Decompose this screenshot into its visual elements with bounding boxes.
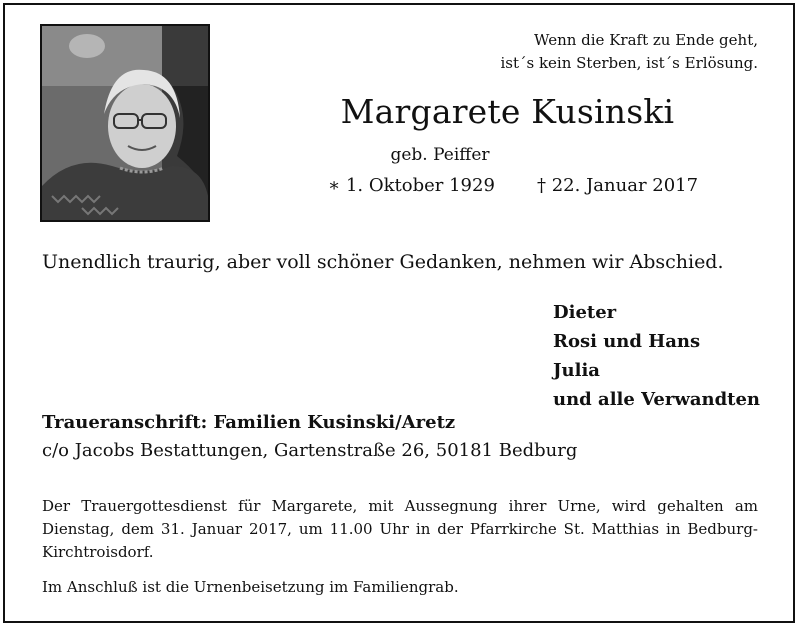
burial-text: Im Anschluß ist die Urnenbeisetzung im Familiengrab. xyxy=(42,578,459,596)
death-date xyxy=(537,175,698,196)
birth-date-text: 1. Oktober 1929 xyxy=(345,175,495,196)
address-title: Traueranschrift: Familien Kusinski/Aretz xyxy=(42,412,456,433)
maiden-name: geb. Peiffer xyxy=(390,145,490,165)
family-member: Julia xyxy=(553,360,600,381)
portrait-photo xyxy=(40,24,210,222)
birth-symbol: ∗ xyxy=(328,175,341,196)
family-member: Rosi und Hans xyxy=(553,331,701,352)
portrait-image xyxy=(42,26,208,220)
family-member: Dieter xyxy=(553,302,617,323)
deceased-name: Margarete Kusinski xyxy=(340,92,675,131)
mourning-text: Unendlich traurig, aber voll schöner Gedanken, nehmen wir Abschied. xyxy=(42,251,724,273)
quote-line-1: Wenn die Kraft zu Ende geht, xyxy=(534,31,758,49)
family-list xyxy=(553,298,760,414)
family-member: und alle Verwandten xyxy=(553,389,761,410)
service-text: Der Trauergottesdienst für Margarete, mit Aussegnung ihrer Urne, wird gehalten am Dienstag, dem 31. Januar 2017, um 11.00 Uhr in der Pfarrkirche St. Matthias in Bedburg-Kirchtroisdorf. xyxy=(42,497,758,561)
quote xyxy=(500,29,758,75)
death-date-text: 22. Januar 2017 xyxy=(551,175,699,196)
birth-date xyxy=(328,175,495,196)
death-symbol: † xyxy=(537,175,546,196)
address-line: c/o Jacobs Bestattungen, Gartenstraße 26, 50181 Bedburg xyxy=(42,440,578,461)
quote-line-2: ist´s kein Sterben, ist´s Erlösung. xyxy=(500,54,758,72)
